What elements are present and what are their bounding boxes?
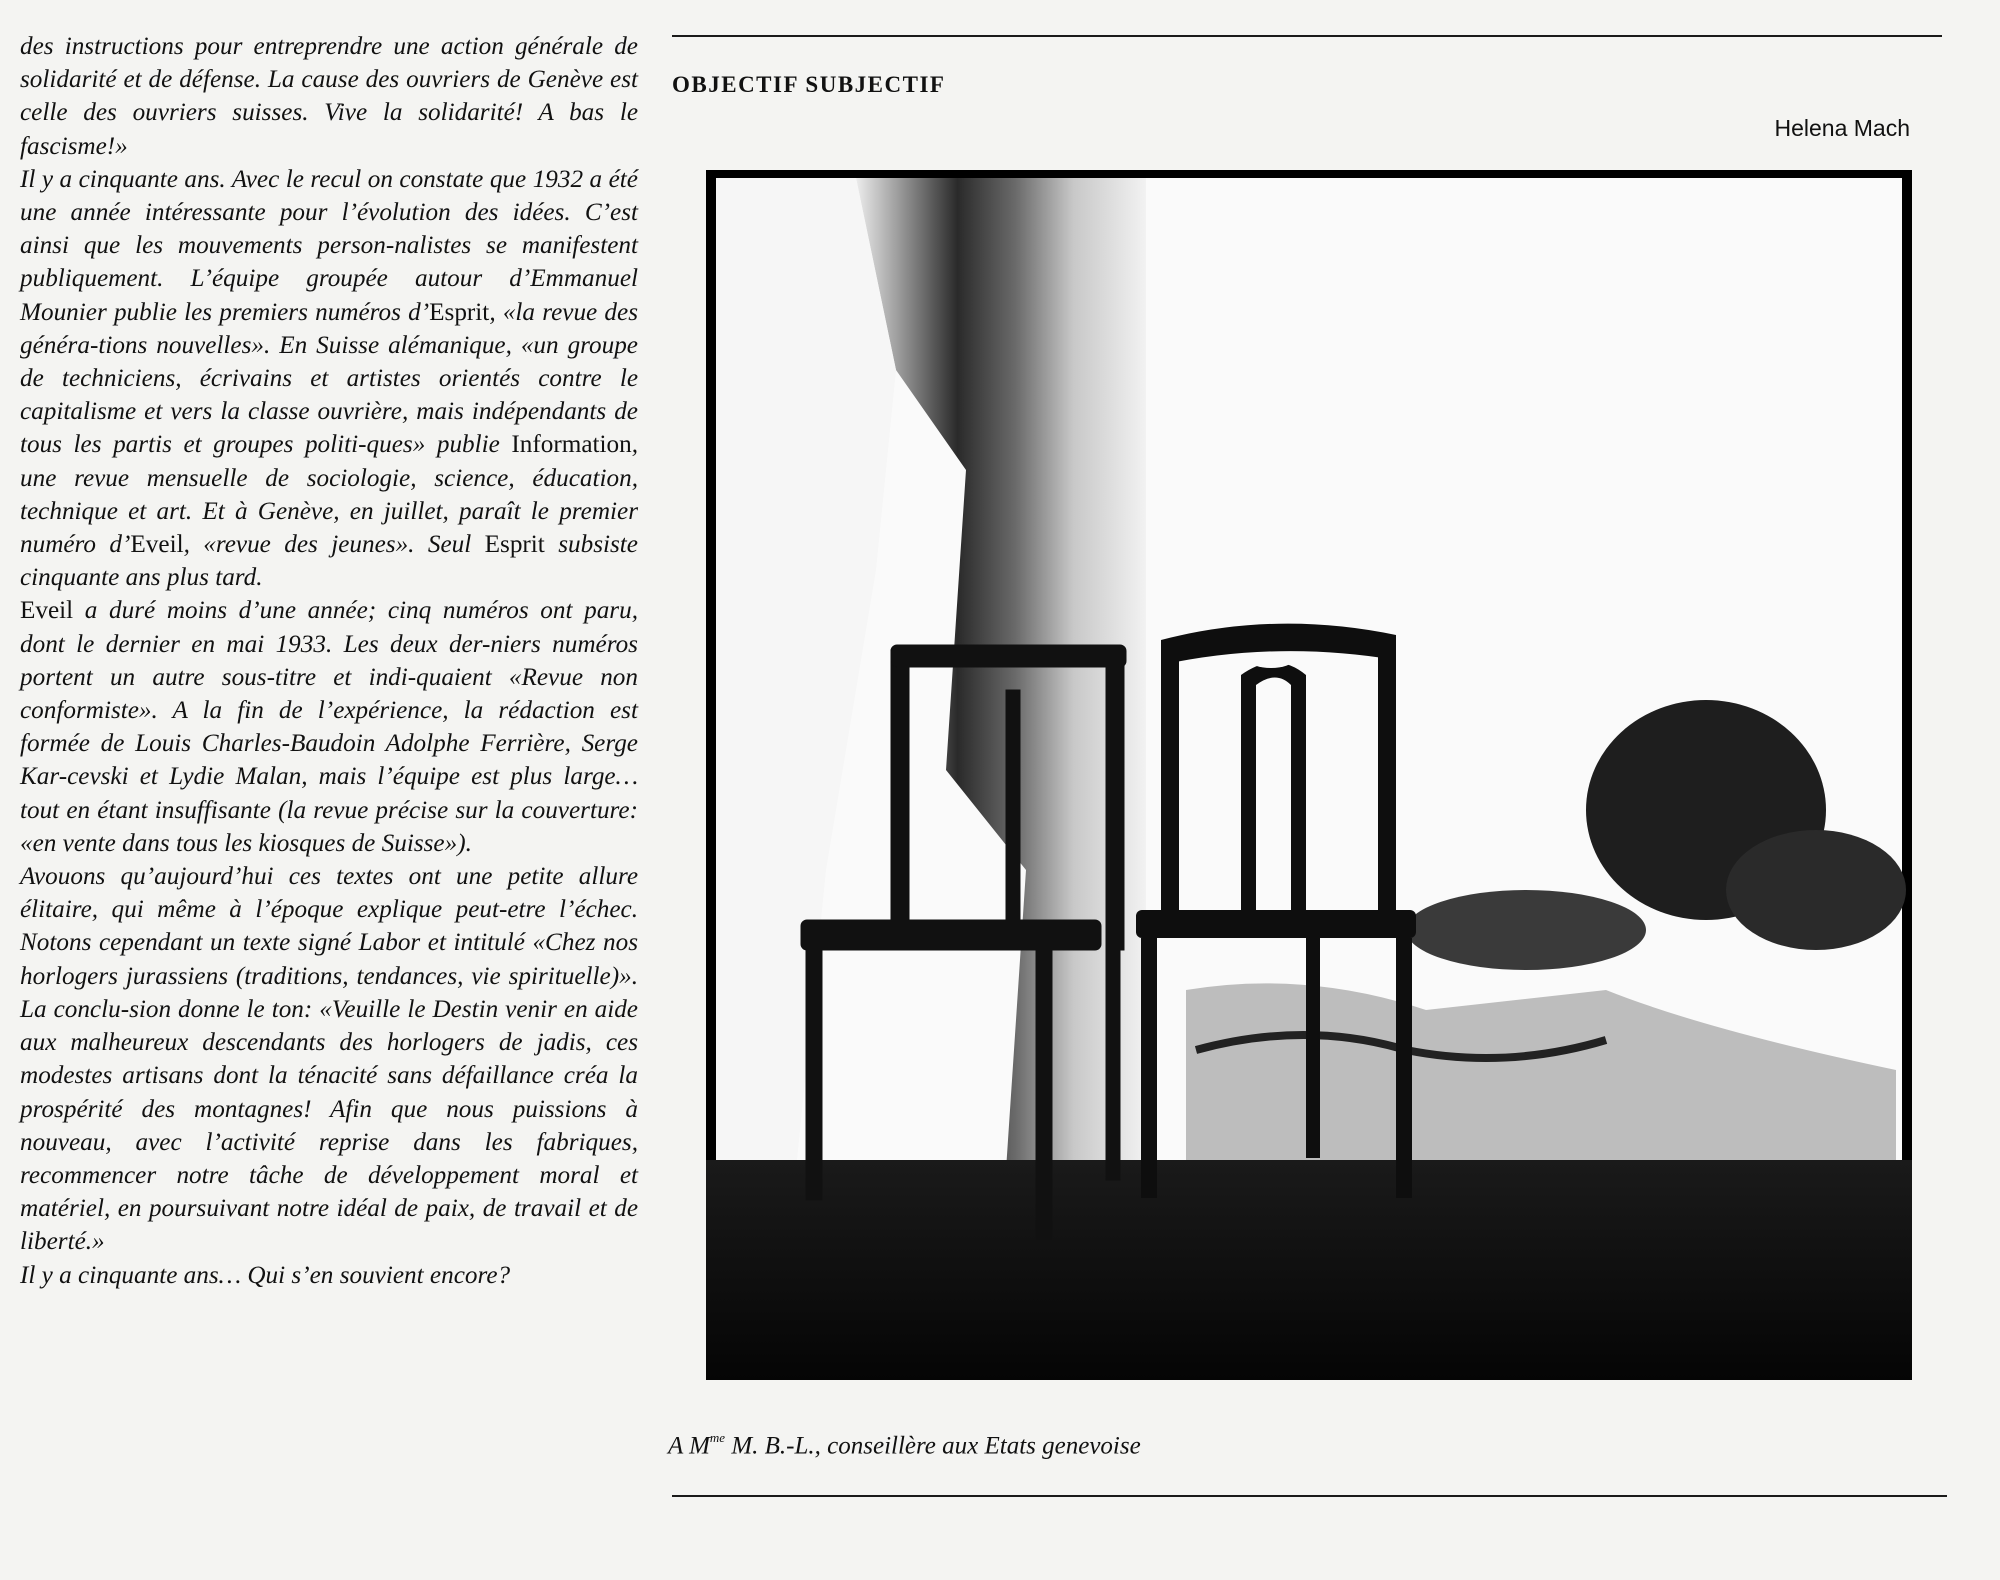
article-text-run: Avouons qu’aujourd’hui ces textes ont une petite allure élitaire, qui même à l’époque explique peut-etre l’échec. Notons cependant un texte signé Labor et intitulé «Chez nos horlogers jurassiens (traditions, tendances, vie spirituelle)». La conclu-sion donne le ton: «Veuille le Destin venir en aide aux malheureux descendants des horlogers de jadis, ces modestes artisans dont la ténacité sans défaillance créa la prospérité des montagnes! Afin que nous puissions à nouveau, avec l’activité reprise dans les fabriques, recommencer notre tâche de développement moral et matériel, en poursuivant notre idéal de paix, de travail et de liberté.» [20, 863, 638, 1256]
section-title: OBJECTIF SUBJECTIF [672, 72, 946, 97]
article-paragraph [20, 860, 638, 1258]
publication-title: Eveil [20, 597, 74, 625]
article-text-run: , une revue mensuelle de sociologie, science, éducation, technique et art. Et à Genève, en juillet, paraît le premier numéro d’ [20, 431, 638, 559]
top-rule [672, 35, 1942, 37]
article-text-run: , «revue des jeunes». Seul [183, 531, 485, 559]
caption-superscript: me [709, 1430, 726, 1445]
photo-caption [668, 1432, 1141, 1460]
article-text-run: Il y a cinquante ans… Qui s’en souvient encore? [20, 1261, 511, 1289]
article-text-run: Il y a cinquante ans. Avec le recul on constate que 1932 a été une année intéressante pour l’évolution des idées. C’est ainsi que les mouvements person-nalistes se manifestent publiquement. L’équipe groupée autour d’Emmanuel Mounier publie les premiers numéros d’ [20, 165, 638, 326]
publication-title: Esprit [484, 531, 545, 559]
article-column [20, 30, 638, 1292]
article-paragraph [20, 1259, 638, 1292]
publication-title: Esprit [429, 298, 490, 326]
article-paragraph [20, 594, 638, 860]
article-text-run: subsiste cinquante ans plus tard. [20, 531, 638, 592]
photograph-two-chairs [706, 170, 1912, 1380]
article-paragraph [20, 30, 638, 163]
caption-rest: M. B.-L., conseillère aux Etats genevoise [725, 1432, 1141, 1460]
article-text-run: a duré moins d’une année; cinq numéros ont paru, dont le dernier en mai 1933. Les deux der-niers numéros portent un autre sous-titre et indi-quaient «Revue non conformiste». A la fin de l’expérience, la rédaction est formée de Louis Charles-Baudoin Adolphe Ferrière, Serge Kar-cevski et Lydie Malan, mais l’équipe est plus large… tout en étant insuffisante (la revue précise sur la couverture: «en vente dans tous les kiosques de Suisse»). [20, 597, 638, 857]
bottom-rule [672, 1495, 1947, 1497]
article-text-run: , «la revue des généra-tions nouvelles». En Suisse alémanique, «un groupe de techniciens, écrivains et artistes orientés contre le capitalisme et vers la classe ouvrière, mais indépendants de tous les partis et groupes politi-ques» publie [20, 298, 638, 459]
article-text-run: des instructions pour entreprendre une action générale de solidarité et de défense. La cause des ouvriers de Genève est celle des ouvriers suisses. Vive la solidarité! A bas le fascisme!» [20, 33, 638, 160]
photographer-credit: Helena Mach [1774, 115, 1910, 141]
caption-prefix: A M [668, 1432, 710, 1460]
publication-title: Information [511, 431, 632, 459]
article-paragraph [20, 163, 638, 595]
publication-title: Eveil [130, 531, 184, 559]
